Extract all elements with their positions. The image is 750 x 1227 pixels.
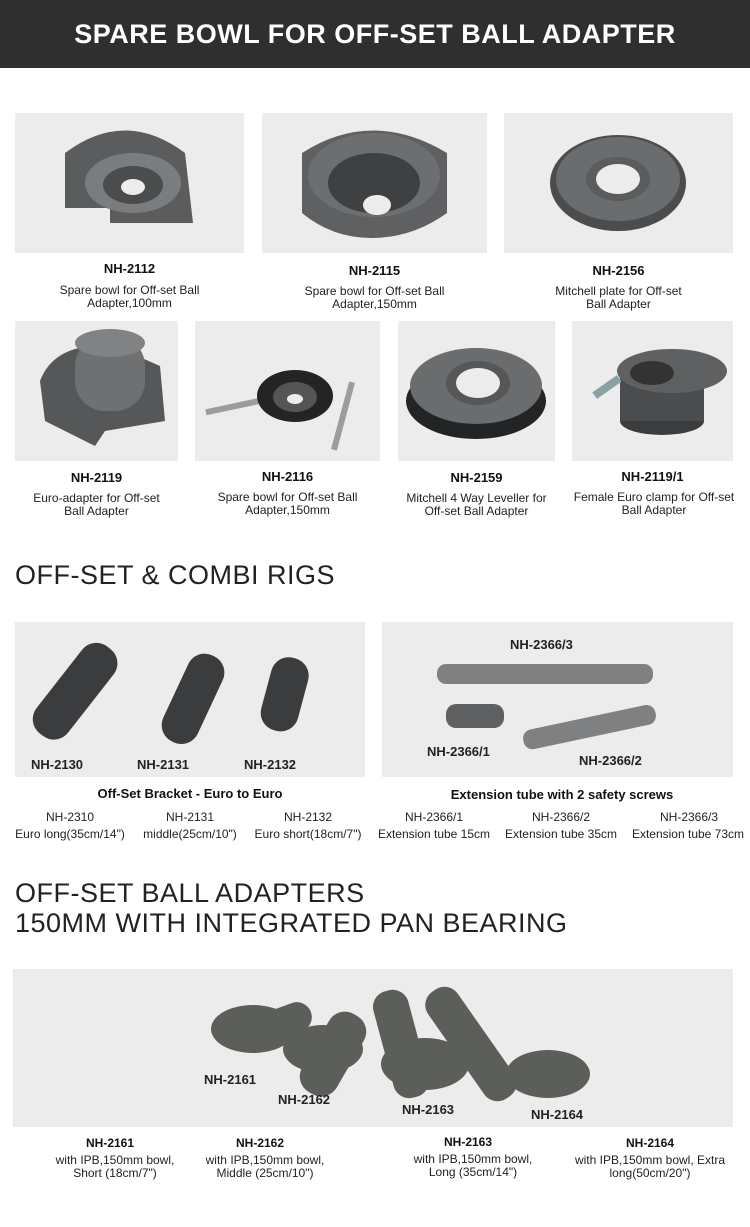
product-photo-nh-2115: [262, 113, 487, 253]
product-code: NH-2119/1: [621, 469, 684, 484]
product-photo-nh-2156: [504, 113, 733, 253]
tube-item-code: NH-2366/2: [531, 810, 591, 824]
adapter-code: NH-2161: [85, 1136, 135, 1150]
product-code: NH-2116: [261, 469, 314, 484]
photo-label: NH-2164: [531, 1107, 584, 1122]
adapter-code: NH-2164: [625, 1136, 675, 1150]
photo-label: NH-2131: [137, 757, 190, 772]
bracket-item-code: NH-2131: [165, 810, 215, 824]
product-desc: Mitchell plate for Off-set Ball Adapter: [555, 284, 682, 311]
bracket-item-desc: Euro short(18cm/7"): [254, 827, 362, 841]
product-photo-brackets: [15, 622, 365, 777]
photo-label: NH-2366/3: [510, 637, 573, 652]
product-desc: Euro-adapter for Off-set Ball Adapter: [33, 491, 160, 518]
photo-label: NH-2161: [204, 1072, 257, 1087]
page-banner: [0, 0, 750, 68]
product-desc: Spare bowl for Off-set Ball Adapter,150mm: [217, 490, 358, 517]
tube-item-code: NH-2366/3: [659, 810, 719, 824]
product-desc: Mitchell 4 Way Leveller for Off-set Ball Adapter: [406, 491, 547, 518]
photo-label: NH-2130: [31, 757, 84, 772]
product-photo-nh-2112: [15, 113, 244, 253]
product-photo-nh-2159: [398, 321, 555, 461]
page-title: SPARE BOWL FOR OFF-SET BALL ADAPTER: [74, 18, 676, 49]
product-code: NH-2112: [103, 261, 156, 276]
section-title-adapters: OFF-SET BALL ADAPTERS 150MM WITH INTEGRATED PAN BEARING: [15, 878, 568, 938]
product-desc: Spare bowl for Off-set Ball Adapter,150mm: [304, 284, 445, 311]
photo-label: NH-2162: [278, 1092, 331, 1107]
bracket-item-desc: middle(25cm/10"): [143, 827, 237, 841]
product-code: NH-2119: [70, 470, 123, 485]
section-title-rigs: OFF-SET & COMBI RIGS: [15, 560, 336, 590]
product-code: NH-2115: [348, 263, 401, 278]
product-photo-adapters: [13, 969, 733, 1127]
photo-label: NH-2366/2: [579, 753, 642, 768]
adapter-desc: with IPB,150mm bowl, Long (35cm/14"): [413, 1152, 533, 1179]
adapter-desc: with IPB,150mm bowl, Middle (25cm/10"): [205, 1153, 325, 1180]
product-desc: Female Euro clamp for Off-set Ball Adapter: [573, 490, 735, 517]
adapter-code: NH-2162: [235, 1136, 285, 1150]
tube-item-code: NH-2366/1: [404, 810, 464, 824]
tube-item-desc: Extension tube 15cm: [377, 827, 491, 841]
bracket-item-desc: Euro long(35cm/14"): [15, 827, 125, 841]
adapter-desc: with IPB,150mm bowl, Extra long(50cm/20"): [574, 1153, 726, 1180]
product-photo-nh-2116: [195, 321, 380, 461]
bracket-item-code: NH-2132: [283, 810, 333, 824]
adapter-code: NH-2163: [443, 1135, 493, 1149]
tube-item-desc: Extension tube 73cm: [631, 827, 745, 841]
product-photo-nh-2119-1: [572, 321, 733, 461]
tube-caption: Extension tube with 2 safety screws: [450, 787, 674, 802]
product-photo-tubes: [382, 622, 733, 777]
product-photo-nh-2119: [15, 321, 178, 461]
bracket-item-code: NH-2310: [45, 810, 95, 824]
photo-label: NH-2132: [244, 757, 297, 772]
product-code: NH-2156: [592, 263, 645, 278]
photo-label: NH-2366/1: [427, 744, 490, 759]
product-code: NH-2159: [450, 470, 503, 485]
adapter-desc: with IPB,150mm bowl, Short (18cm/7"): [55, 1153, 175, 1180]
bracket-caption: Off-Set Bracket - Euro to Euro: [97, 786, 283, 801]
product-desc: Spare bowl for Off-set Ball Adapter,100mm: [59, 283, 200, 310]
tube-item-desc: Extension tube 35cm: [504, 827, 618, 841]
photo-label: NH-2163: [402, 1102, 455, 1117]
